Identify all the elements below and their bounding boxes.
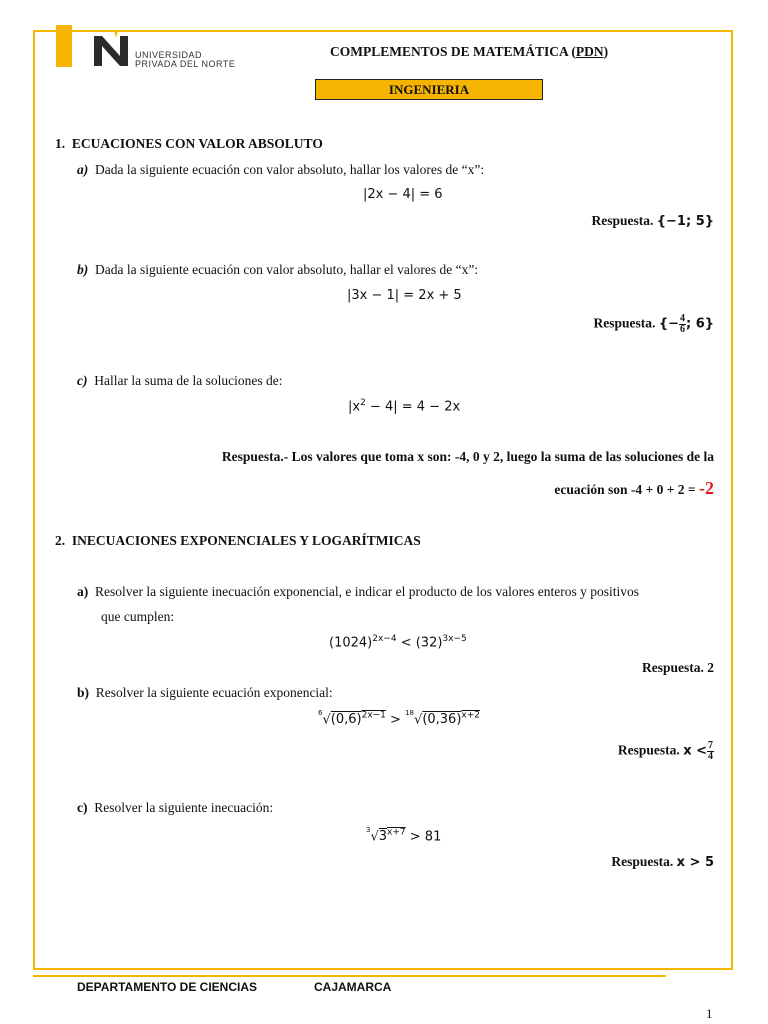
career-badge: INGENIERIA <box>315 79 543 100</box>
page-number: 1 <box>706 1006 713 1021</box>
exercise-2a: a) Resolver la siguiente inecuación exponencial, e indicar el producto de los valores enteros y positivos <box>77 584 639 599</box>
equation-1c: $|x^2 - 4| = 4 - 2x$ <box>348 398 461 415</box>
logo-line-1: UNIVERSIDAD <box>135 50 203 60</box>
answer-1a: Respuesta. {−1; 5} <box>591 213 714 229</box>
logo-line-2: PRIVADA DEL NORTE <box>135 59 236 69</box>
inequation-2c: $^3√3^{x+7} > 81$ <box>366 826 442 845</box>
answer-2c: Respuesta. x > 5 <box>611 854 714 870</box>
answer-2b: Respuesta. x < $\frac{7}{4}$ <box>617 740 713 762</box>
answer-1b: Respuesta. {− $\frac{4}{6}$ ; 6} <box>593 313 714 335</box>
answer-1c-result: -2 <box>699 478 714 498</box>
exercise-2a-line2: que cumplen: <box>101 609 175 624</box>
section-2-heading: 2. INECUACIONES EXPONENCIALES Y LOGARÍTMICAS <box>55 533 421 548</box>
document-title: COMPLEMENTOS DE MATEMÁTICA (PDN) <box>330 44 609 59</box>
answer-1b-fraction: $\frac{4}{6}$ <box>679 313 685 335</box>
equation-2a: $(1024)^{2x-4} < (32)^{3x-5}$ <box>329 634 467 651</box>
answer-2b-fraction: $\frac{7}{4}$ <box>708 740 713 762</box>
exercise-1b: b) Dada la siguiente ecuación con valor absoluto, hallar el valores de “x”: <box>77 262 479 277</box>
answer-2a: Respuesta. 2 <box>641 660 714 675</box>
university-logo-icon <box>92 30 132 68</box>
answer-1c-line2: ecuación son -4 + 0 + 2 = -2 <box>554 478 714 498</box>
university-name <box>135 51 235 69</box>
exercise-2b: b) Resolver la siguiente ecuación exponencial: <box>77 685 333 700</box>
footer-divider <box>33 975 666 977</box>
exercise-1a: a) Dada la siguiente ecuación con valor absoluto, hallar los valores de “x”: <box>77 162 485 177</box>
footer-department: DEPARTAMENTO DE CIENCIAS <box>77 980 258 994</box>
equation-1a: |2x − 4| = 6 <box>363 187 443 202</box>
equation-1b: |3x − 1| = 2x + 5 <box>347 288 462 303</box>
exercise-2c: c) Resolver la siguiente inecuación: <box>77 800 274 815</box>
inequation-2b: $^6√(0,6)^{2x-1} > ^{18}√(0,36)^{x+2}$ <box>318 709 480 728</box>
footer-city: CAJAMARCA <box>314 980 392 994</box>
answer-1c-line1: Respuesta.- Los valores que toma x son: -4, 0 y 2, luego la suma de las soluciones de la <box>221 449 714 464</box>
section-1-heading: 1. ECUACIONES CON VALOR ABSOLUTO <box>55 136 323 151</box>
header-accent-bar <box>56 25 72 67</box>
exercise-1c: c) Hallar la suma de la soluciones de: <box>77 373 283 388</box>
